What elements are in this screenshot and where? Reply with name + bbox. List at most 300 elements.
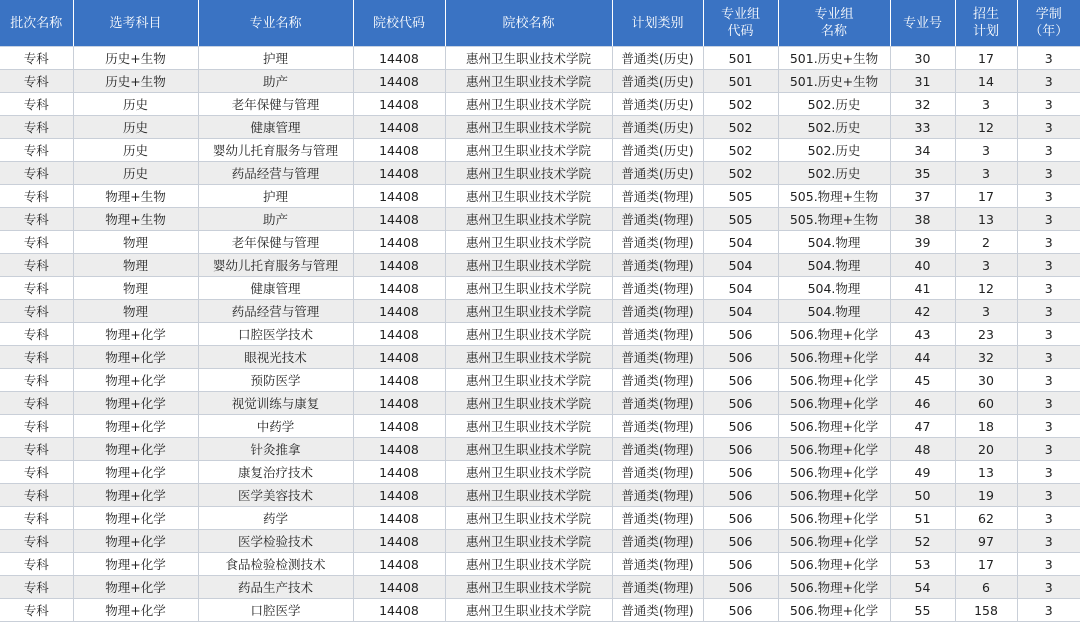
duration-cell: 3 [1017, 231, 1080, 254]
group-name-cell: 506.物理+化学 [778, 507, 890, 530]
school-code-cell: 14408 [353, 139, 445, 162]
group-name-cell: 502.历史 [778, 93, 890, 116]
major-number-cell: 52 [890, 530, 955, 553]
plan-category-cell: 普通类(物理) [612, 438, 703, 461]
enrollment-plan-cell: 3 [955, 93, 1017, 116]
school-name-cell: 惠州卫生职业技术学院 [445, 116, 612, 139]
batch-name-cell: 专科 [0, 346, 73, 369]
group-name-cell: 502.历史 [778, 162, 890, 185]
school-name-cell: 惠州卫生职业技术学院 [445, 438, 612, 461]
major-name-cell: 口腔医学技术 [198, 323, 353, 346]
table-row [0, 139, 1080, 162]
major-name-cell: 预防医学 [198, 369, 353, 392]
plan-category-cell: 普通类(物理) [612, 484, 703, 507]
major-number-cell: 50 [890, 484, 955, 507]
major-number-cell: 53 [890, 553, 955, 576]
school-name-cell: 惠州卫生职业技术学院 [445, 185, 612, 208]
group-name-cell: 502.历史 [778, 139, 890, 162]
table-row [0, 461, 1080, 484]
plan-category-cell: 普通类(历史) [612, 162, 703, 185]
table-row [0, 369, 1080, 392]
header-batch-name: 批次名称 [0, 0, 73, 47]
major-name-cell: 眼视光技术 [198, 346, 353, 369]
major-number-cell: 40 [890, 254, 955, 277]
major-number-cell: 51 [890, 507, 955, 530]
duration-cell: 3 [1017, 599, 1080, 622]
batch-name-cell: 专科 [0, 507, 73, 530]
subjects-cell: 物理 [73, 277, 198, 300]
enrollment-plan-cell: 32 [955, 346, 1017, 369]
batch-name-cell: 专科 [0, 254, 73, 277]
school-name-cell: 惠州卫生职业技术学院 [445, 599, 612, 622]
duration-cell: 3 [1017, 553, 1080, 576]
subjects-cell: 物理+化学 [73, 461, 198, 484]
enrollment-plan-cell: 12 [955, 116, 1017, 139]
subjects-cell: 物理 [73, 254, 198, 277]
duration-cell: 3 [1017, 116, 1080, 139]
duration-cell: 3 [1017, 185, 1080, 208]
major-number-cell: 48 [890, 438, 955, 461]
subjects-cell: 历史 [73, 139, 198, 162]
school-code-cell: 14408 [353, 484, 445, 507]
major-name-cell: 婴幼儿托育服务与管理 [198, 139, 353, 162]
school-code-cell: 14408 [353, 530, 445, 553]
group-name-cell: 505.物理+生物 [778, 185, 890, 208]
plan-category-cell: 普通类(物理) [612, 599, 703, 622]
table-row [0, 47, 1080, 70]
major-name-cell: 婴幼儿托育服务与管理 [198, 254, 353, 277]
group-code-cell: 506 [703, 484, 778, 507]
subjects-cell: 物理+化学 [73, 530, 198, 553]
school-code-cell: 14408 [353, 507, 445, 530]
plan-category-cell: 普通类(物理) [612, 553, 703, 576]
batch-name-cell: 专科 [0, 599, 73, 622]
subjects-cell: 物理+生物 [73, 185, 198, 208]
table-row [0, 277, 1080, 300]
subjects-cell: 历史 [73, 93, 198, 116]
group-name-cell: 506.物理+化学 [778, 323, 890, 346]
table-row [0, 507, 1080, 530]
subjects-cell: 物理+化学 [73, 323, 198, 346]
plan-category-cell: 普通类(历史) [612, 70, 703, 93]
group-code-cell: 506 [703, 461, 778, 484]
major-number-cell: 37 [890, 185, 955, 208]
batch-name-cell: 专科 [0, 530, 73, 553]
group-code-cell: 504 [703, 254, 778, 277]
batch-name-cell: 专科 [0, 116, 73, 139]
major-number-cell: 47 [890, 415, 955, 438]
header-subjects: 选考科目 [73, 0, 198, 47]
plan-category-cell: 普通类(历史) [612, 116, 703, 139]
enrollment-plan-cell: 18 [955, 415, 1017, 438]
major-number-cell: 44 [890, 346, 955, 369]
group-code-cell: 506 [703, 599, 778, 622]
plan-category-cell: 普通类(物理) [612, 346, 703, 369]
group-name-cell: 505.物理+生物 [778, 208, 890, 231]
group-name-cell: 504.物理 [778, 254, 890, 277]
enrollment-plan-cell: 158 [955, 599, 1017, 622]
plan-category-cell: 普通类(物理) [612, 208, 703, 231]
duration-cell: 3 [1017, 300, 1080, 323]
table-row [0, 553, 1080, 576]
batch-name-cell: 专科 [0, 139, 73, 162]
duration-cell: 3 [1017, 346, 1080, 369]
major-number-cell: 45 [890, 369, 955, 392]
group-name-cell: 502.历史 [778, 116, 890, 139]
major-name-cell: 口腔医学 [198, 599, 353, 622]
major-number-cell: 46 [890, 392, 955, 415]
plan-category-cell: 普通类(物理) [612, 323, 703, 346]
school-code-cell: 14408 [353, 254, 445, 277]
group-code-cell: 506 [703, 369, 778, 392]
major-number-cell: 34 [890, 139, 955, 162]
enrollment-plan-cell: 3 [955, 300, 1017, 323]
major-name-cell: 老年保健与管理 [198, 231, 353, 254]
plan-category-cell: 普通类(历史) [612, 139, 703, 162]
group-code-cell: 506 [703, 438, 778, 461]
group-name-cell: 506.物理+化学 [778, 392, 890, 415]
school-name-cell: 惠州卫生职业技术学院 [445, 139, 612, 162]
header-group-name: 专业组 名称 [778, 0, 890, 47]
school-name-cell: 惠州卫生职业技术学院 [445, 47, 612, 70]
duration-cell: 3 [1017, 461, 1080, 484]
major-name-cell: 药品生产技术 [198, 576, 353, 599]
duration-cell: 3 [1017, 438, 1080, 461]
major-number-cell: 32 [890, 93, 955, 116]
plan-category-cell: 普通类(物理) [612, 231, 703, 254]
school-code-cell: 14408 [353, 576, 445, 599]
school-name-cell: 惠州卫生职业技术学院 [445, 507, 612, 530]
major-number-cell: 33 [890, 116, 955, 139]
batch-name-cell: 专科 [0, 231, 73, 254]
group-name-cell: 501.历史+生物 [778, 47, 890, 70]
major-number-cell: 30 [890, 47, 955, 70]
major-name-cell: 药学 [198, 507, 353, 530]
group-code-cell: 506 [703, 323, 778, 346]
major-number-cell: 49 [890, 461, 955, 484]
school-code-cell: 14408 [353, 231, 445, 254]
group-code-cell: 501 [703, 70, 778, 93]
enrollment-plan-cell: 60 [955, 392, 1017, 415]
plan-category-cell: 普通类(物理) [612, 369, 703, 392]
major-name-cell: 助产 [198, 208, 353, 231]
group-name-cell: 506.物理+化学 [778, 438, 890, 461]
major-name-cell: 食品检验检测技术 [198, 553, 353, 576]
duration-cell: 3 [1017, 254, 1080, 277]
group-code-cell: 506 [703, 392, 778, 415]
school-name-cell: 惠州卫生职业技术学院 [445, 346, 612, 369]
table-row [0, 599, 1080, 622]
enrollment-plan-cell: 3 [955, 254, 1017, 277]
school-code-cell: 14408 [353, 70, 445, 93]
batch-name-cell: 专科 [0, 185, 73, 208]
group-code-cell: 506 [703, 530, 778, 553]
plan-category-cell: 普通类(物理) [612, 392, 703, 415]
group-code-cell: 506 [703, 346, 778, 369]
subjects-cell: 物理+化学 [73, 346, 198, 369]
table-row [0, 93, 1080, 116]
school-code-cell: 14408 [353, 553, 445, 576]
school-code-cell: 14408 [353, 346, 445, 369]
school-code-cell: 14408 [353, 116, 445, 139]
enrollment-plan-cell: 17 [955, 185, 1017, 208]
duration-cell: 3 [1017, 415, 1080, 438]
batch-name-cell: 专科 [0, 47, 73, 70]
school-code-cell: 14408 [353, 47, 445, 70]
enrollment-plan-cell: 19 [955, 484, 1017, 507]
enrollment-plan-cell: 20 [955, 438, 1017, 461]
subjects-cell: 物理+化学 [73, 369, 198, 392]
subjects-cell: 物理 [73, 231, 198, 254]
major-name-cell: 针灸推拿 [198, 438, 353, 461]
subjects-cell: 物理 [73, 300, 198, 323]
duration-cell: 3 [1017, 139, 1080, 162]
plan-category-cell: 普通类(物理) [612, 461, 703, 484]
major-name-cell: 视觉训练与康复 [198, 392, 353, 415]
group-name-cell: 504.物理 [778, 231, 890, 254]
school-name-cell: 惠州卫生职业技术学院 [445, 369, 612, 392]
major-name-cell: 护理 [198, 47, 353, 70]
table-row [0, 438, 1080, 461]
header-school-name: 院校名称 [445, 0, 612, 47]
batch-name-cell: 专科 [0, 162, 73, 185]
major-name-cell: 助产 [198, 70, 353, 93]
major-name-cell: 老年保健与管理 [198, 93, 353, 116]
batch-name-cell: 专科 [0, 553, 73, 576]
major-name-cell: 药品经营与管理 [198, 300, 353, 323]
group-name-cell: 506.物理+化学 [778, 346, 890, 369]
table-row [0, 254, 1080, 277]
group-name-cell: 504.物理 [778, 277, 890, 300]
table-row [0, 346, 1080, 369]
table-row [0, 231, 1080, 254]
table-row [0, 484, 1080, 507]
school-name-cell: 惠州卫生职业技术学院 [445, 415, 612, 438]
school-name-cell: 惠州卫生职业技术学院 [445, 162, 612, 185]
group-code-cell: 506 [703, 507, 778, 530]
school-code-cell: 14408 [353, 415, 445, 438]
school-name-cell: 惠州卫生职业技术学院 [445, 231, 612, 254]
table-row [0, 208, 1080, 231]
duration-cell: 3 [1017, 484, 1080, 507]
school-name-cell: 惠州卫生职业技术学院 [445, 484, 612, 507]
duration-cell: 3 [1017, 47, 1080, 70]
plan-category-cell: 普通类(物理) [612, 507, 703, 530]
subjects-cell: 物理+化学 [73, 438, 198, 461]
group-name-cell: 506.物理+化学 [778, 484, 890, 507]
group-name-cell: 504.物理 [778, 300, 890, 323]
enrollment-plan-cell: 14 [955, 70, 1017, 93]
enrollment-plan-cell: 97 [955, 530, 1017, 553]
group-code-cell: 506 [703, 576, 778, 599]
school-code-cell: 14408 [353, 461, 445, 484]
header-duration: 学制 （年） [1017, 0, 1080, 47]
school-code-cell: 14408 [353, 93, 445, 116]
table-row [0, 185, 1080, 208]
school-code-cell: 14408 [353, 208, 445, 231]
group-name-cell: 506.物理+化学 [778, 369, 890, 392]
enrollment-plan-cell: 17 [955, 553, 1017, 576]
group-code-cell: 506 [703, 553, 778, 576]
enrollment-plan-cell: 62 [955, 507, 1017, 530]
group-code-cell: 502 [703, 93, 778, 116]
batch-name-cell: 专科 [0, 277, 73, 300]
subjects-cell: 物理+生物 [73, 208, 198, 231]
header-school-code: 院校代码 [353, 0, 445, 47]
major-number-cell: 42 [890, 300, 955, 323]
group-code-cell: 504 [703, 231, 778, 254]
table-row [0, 530, 1080, 553]
batch-name-cell: 专科 [0, 208, 73, 231]
major-number-cell: 38 [890, 208, 955, 231]
group-name-cell: 506.物理+化学 [778, 576, 890, 599]
subjects-cell: 物理+化学 [73, 484, 198, 507]
major-number-cell: 43 [890, 323, 955, 346]
duration-cell: 3 [1017, 93, 1080, 116]
header-plan-category: 计划类别 [612, 0, 703, 47]
major-number-cell: 55 [890, 599, 955, 622]
table-body [0, 47, 1080, 622]
major-number-cell: 31 [890, 70, 955, 93]
subjects-cell: 物理+化学 [73, 415, 198, 438]
table-row [0, 392, 1080, 415]
subjects-cell: 物理+化学 [73, 599, 198, 622]
subjects-cell: 物理+化学 [73, 553, 198, 576]
subjects-cell: 历史+生物 [73, 47, 198, 70]
school-code-cell: 14408 [353, 300, 445, 323]
subjects-cell: 物理+化学 [73, 392, 198, 415]
table-row [0, 116, 1080, 139]
duration-cell: 3 [1017, 507, 1080, 530]
plan-category-cell: 普通类(物理) [612, 300, 703, 323]
subjects-cell: 历史+生物 [73, 70, 198, 93]
plan-category-cell: 普通类(物理) [612, 415, 703, 438]
plan-category-cell: 普通类(物理) [612, 576, 703, 599]
duration-cell: 3 [1017, 162, 1080, 185]
batch-name-cell: 专科 [0, 484, 73, 507]
header-major-number: 专业号 [890, 0, 955, 47]
plan-category-cell: 普通类(物理) [612, 185, 703, 208]
table-row [0, 576, 1080, 599]
school-code-cell: 14408 [353, 438, 445, 461]
plan-category-cell: 普通类(历史) [612, 47, 703, 70]
subjects-cell: 历史 [73, 116, 198, 139]
school-code-cell: 14408 [353, 185, 445, 208]
table-row [0, 300, 1080, 323]
batch-name-cell: 专科 [0, 438, 73, 461]
batch-name-cell: 专科 [0, 392, 73, 415]
enrollment-plan-cell: 23 [955, 323, 1017, 346]
duration-cell: 3 [1017, 530, 1080, 553]
major-name-cell: 药品经营与管理 [198, 162, 353, 185]
school-code-cell: 14408 [353, 162, 445, 185]
enrollment-plan-cell: 6 [955, 576, 1017, 599]
header-enrollment-plan: 招生 计划 [955, 0, 1017, 47]
batch-name-cell: 专科 [0, 300, 73, 323]
major-name-cell: 健康管理 [198, 116, 353, 139]
plan-category-cell: 普通类(历史) [612, 93, 703, 116]
major-name-cell: 护理 [198, 185, 353, 208]
school-name-cell: 惠州卫生职业技术学院 [445, 300, 612, 323]
enrollment-plan-cell: 30 [955, 369, 1017, 392]
school-code-cell: 14408 [353, 392, 445, 415]
enrollment-plan-cell: 2 [955, 231, 1017, 254]
enrollment-plan-cell: 13 [955, 208, 1017, 231]
school-code-cell: 14408 [353, 599, 445, 622]
enrollment-plan-cell: 13 [955, 461, 1017, 484]
duration-cell: 3 [1017, 576, 1080, 599]
group-code-cell: 505 [703, 185, 778, 208]
group-code-cell: 502 [703, 162, 778, 185]
school-name-cell: 惠州卫生职业技术学院 [445, 553, 612, 576]
group-code-cell: 504 [703, 300, 778, 323]
major-number-cell: 54 [890, 576, 955, 599]
school-name-cell: 惠州卫生职业技术学院 [445, 208, 612, 231]
duration-cell: 3 [1017, 392, 1080, 415]
group-name-cell: 506.物理+化学 [778, 530, 890, 553]
school-name-cell: 惠州卫生职业技术学院 [445, 254, 612, 277]
school-name-cell: 惠州卫生职业技术学院 [445, 93, 612, 116]
subjects-cell: 历史 [73, 162, 198, 185]
group-name-cell: 506.物理+化学 [778, 461, 890, 484]
table-row [0, 323, 1080, 346]
batch-name-cell: 专科 [0, 461, 73, 484]
group-code-cell: 506 [703, 415, 778, 438]
table-row [0, 415, 1080, 438]
table-row [0, 70, 1080, 93]
group-code-cell: 505 [703, 208, 778, 231]
major-name-cell: 康复治疗技术 [198, 461, 353, 484]
major-name-cell: 医学检验技术 [198, 530, 353, 553]
batch-name-cell: 专科 [0, 70, 73, 93]
duration-cell: 3 [1017, 369, 1080, 392]
group-code-cell: 502 [703, 139, 778, 162]
school-name-cell: 惠州卫生职业技术学院 [445, 530, 612, 553]
subjects-cell: 物理+化学 [73, 576, 198, 599]
school-name-cell: 惠州卫生职业技术学院 [445, 392, 612, 415]
table-row [0, 162, 1080, 185]
group-name-cell: 506.物理+化学 [778, 553, 890, 576]
school-name-cell: 惠州卫生职业技术学院 [445, 323, 612, 346]
major-name-cell: 医学美容技术 [198, 484, 353, 507]
major-number-cell: 41 [890, 277, 955, 300]
group-name-cell: 506.物理+化学 [778, 415, 890, 438]
school-name-cell: 惠州卫生职业技术学院 [445, 277, 612, 300]
school-code-cell: 14408 [353, 277, 445, 300]
plan-category-cell: 普通类(物理) [612, 530, 703, 553]
duration-cell: 3 [1017, 277, 1080, 300]
plan-category-cell: 普通类(物理) [612, 277, 703, 300]
enrollment-plan-cell: 17 [955, 47, 1017, 70]
enrollment-plan-cell: 12 [955, 277, 1017, 300]
duration-cell: 3 [1017, 70, 1080, 93]
batch-name-cell: 专科 [0, 415, 73, 438]
group-code-cell: 504 [703, 277, 778, 300]
group-code-cell: 502 [703, 116, 778, 139]
duration-cell: 3 [1017, 208, 1080, 231]
batch-name-cell: 专科 [0, 323, 73, 346]
enrollment-plan-cell: 3 [955, 139, 1017, 162]
duration-cell: 3 [1017, 323, 1080, 346]
header-group-code: 专业组 代码 [703, 0, 778, 47]
major-number-cell: 39 [890, 231, 955, 254]
major-number-cell: 35 [890, 162, 955, 185]
group-name-cell: 506.物理+化学 [778, 599, 890, 622]
plan-category-cell: 普通类(物理) [612, 254, 703, 277]
subjects-cell: 物理+化学 [73, 507, 198, 530]
header-major-name: 专业名称 [198, 0, 353, 47]
group-name-cell: 501.历史+生物 [778, 70, 890, 93]
